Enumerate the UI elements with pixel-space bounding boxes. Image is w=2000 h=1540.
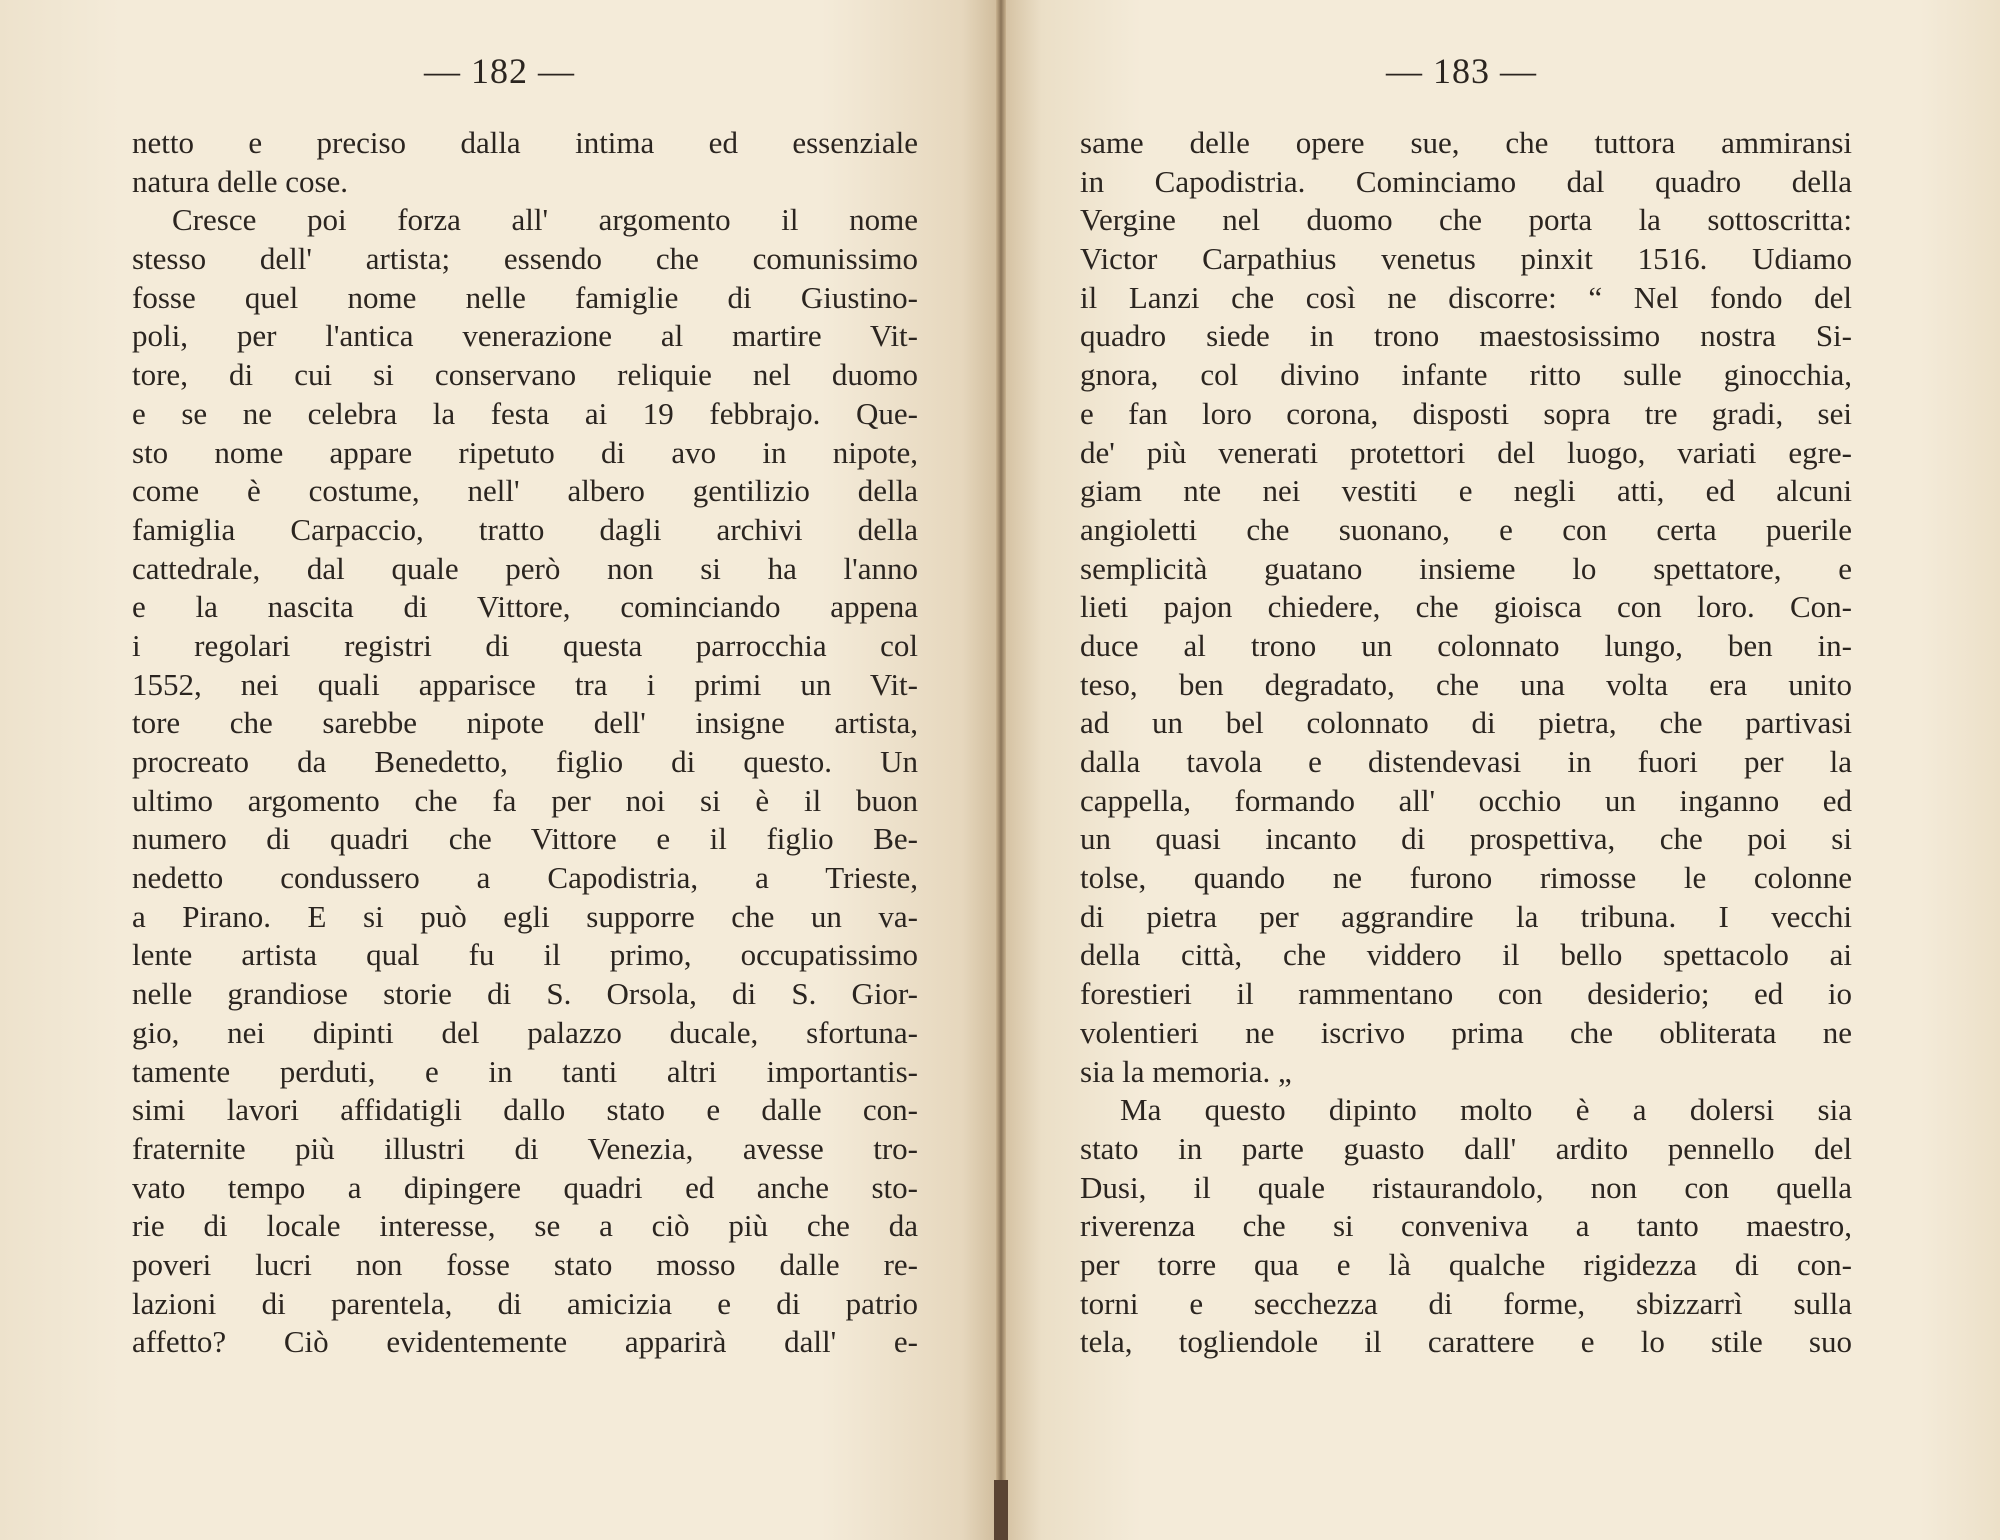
text-line: gnora, col divino infante ritto sulle ginocchia, [1080,357,1852,393]
text-line: per torre qua e là qualche rigidezza di con- [1080,1246,1852,1282]
text-line: numero di quadri che Vittore e il figlio Be- [132,821,918,857]
text-line: cattedrale, dal quale però non si ha l'anno [132,550,918,586]
book-gutter [996,0,1006,1540]
text-line: ultimo argomento che fa per noi si è il buon [132,782,918,818]
text-line: quadro siede in trono maestosissimo nostra Si- [1080,318,1852,354]
binding-edge [994,1480,1008,1540]
text-line: torni e secchezza di forme, sbizzarrì sulla [1080,1285,1852,1321]
text-line: il Lanzi che così ne discorre: “ Nel fondo del [1080,279,1852,315]
text-line: un quasi incanto di prospettiva, che poi si [1080,821,1852,857]
text-line: netto e preciso dalla intima ed essenziale [132,125,918,160]
text-line: duce al trono un colonnato lungo, ben in- [1080,627,1852,663]
right-page-text [1080,124,1852,1362]
text-line: famiglia Carpaccio, tratto dagli archivi della [132,511,918,547]
text-line: Vergine nel duomo che porta la sottoscritta: [1080,202,1852,238]
text-line: di pietra per aggrandire la tribuna. I vecchi [1080,898,1852,934]
text-line: teso, ben degradato, che una volta era unito [1080,666,1852,702]
text-line: fraternite più illustri di Venezia, avesse tro- [132,1130,918,1166]
text-line: e se ne celebra la festa ai 19 febbrajo. Que- [132,395,918,431]
text-line: ad un bel colonnato di pietra, che partivasi [1080,705,1852,741]
text-line: tore che sarebbe nipote dell' insigne artista, [132,705,918,741]
text-line: tolse, quando ne furono rimosse le colonne [1080,860,1852,896]
text-line: fosse quel nome nelle famiglie di Giustino- [132,279,918,315]
text-line: vato tempo a dipingere quadri ed anche sto- [132,1169,918,1205]
text-line: sia la memoria. „ [1080,1053,1292,1089]
text-line: forestieri il rammentano con desiderio; ed io [1080,976,1852,1012]
text-line: giam nte nei vestiti e negli atti, ed alcuni [1080,473,1852,509]
text-line: semplicità guatano insieme lo spettatore, e [1080,550,1852,586]
text-line: dalla tavola e distendevasi in fuori per la [1080,744,1852,779]
text-line: Dusi, il quale ristaurandolo, non con quella [1080,1169,1852,1205]
text-line: e fan loro corona, disposti sopra tre gradi, sei [1080,395,1852,431]
text-line: 1552, nei quali apparisce tra i primi un Vit- [132,666,918,702]
text-line: cappella, formando all' occhio un inganno ed [1080,782,1852,818]
text-line: gio, nei dipinti del palazzo ducale, sfortuna- [132,1014,918,1050]
text-line: lente artista qual fu il primo, occupatissimo [132,937,918,973]
left-page-text [132,124,918,1362]
text-line: poveri lucri non fosse stato mosso dalle re- [132,1246,918,1282]
page-number-right: — 183 — [1386,51,1537,91]
text-line: Victor Carpathius venetus pinxit 1516. Udiamo [1080,241,1852,277]
text-line: poli, per l'antica venerazione al martire Vit- [132,318,918,354]
text-line: sto nome appare ripetuto di avo in nipote, [132,434,918,470]
text-line: affetto? Ciò evidentemente apparirà dall' e- [132,1324,918,1360]
text-line: nelle grandiose storie di S. Orsola, di S. Gior- [132,976,918,1012]
text-line: same delle opere sue, che tuttora ammiransi [1080,125,1852,160]
text-line: angioletti che suonano, e con certa puerile [1080,511,1852,547]
text-line: nedetto condussero a Capodistria, a Trieste, [132,860,918,896]
text-line: natura delle cose. [132,163,349,199]
text-line: procreato da Benedetto, figlio di questo. Un [132,744,918,779]
text-line: e la nascita di Vittore, cominciando appena [132,589,918,625]
text-line: a Pirano. E si può egli supporre che un va- [132,898,918,934]
page-number-left: — 182 — [424,51,575,91]
text-line: riverenza che si conveniva a tanto maestro, [1080,1208,1852,1244]
text-line: lieti pajon chiedere, che gioisca con loro. Con- [1080,589,1852,625]
right-page [1002,0,2000,1540]
text-line: rie di locale interesse, se a ciò più che da [132,1208,918,1244]
text-line: Ma questo dipinto molto è a dolersi sia [1120,1092,1852,1128]
text-line: tore, di cui si conservano reliquie nel duomo [132,357,918,393]
text-line: tamente perduti, e in tanti altri importantis- [132,1053,918,1089]
text-line: come è costume, nell' albero gentilizio della [132,473,918,509]
text-line: i regolari registri di questa parrocchia col [132,627,918,663]
text-line: stesso dell' artista; essendo che comunissimo [132,241,918,277]
text-line: Cresce poi forza all' argomento il nome [172,202,918,238]
text-line: stato in parte guasto dall' ardito pennello del [1080,1130,1852,1166]
text-line: volentieri ne iscrivo prima che obliterata ne [1080,1014,1852,1050]
text-line: simi lavori affidatigli dallo stato e dalle con- [132,1092,918,1128]
text-line: in Capodistria. Cominciamo dal quadro della [1080,163,1852,199]
text-line: della città, che viddero il bello spettacolo ai [1080,937,1852,973]
text-line: de' più venerati protettori del luogo, variati egre- [1080,434,1852,470]
text-line: lazioni di parentela, di amicizia e di patrio [132,1285,918,1321]
text-line: tela, togliendole il carattere e lo stile suo [1080,1324,1852,1360]
